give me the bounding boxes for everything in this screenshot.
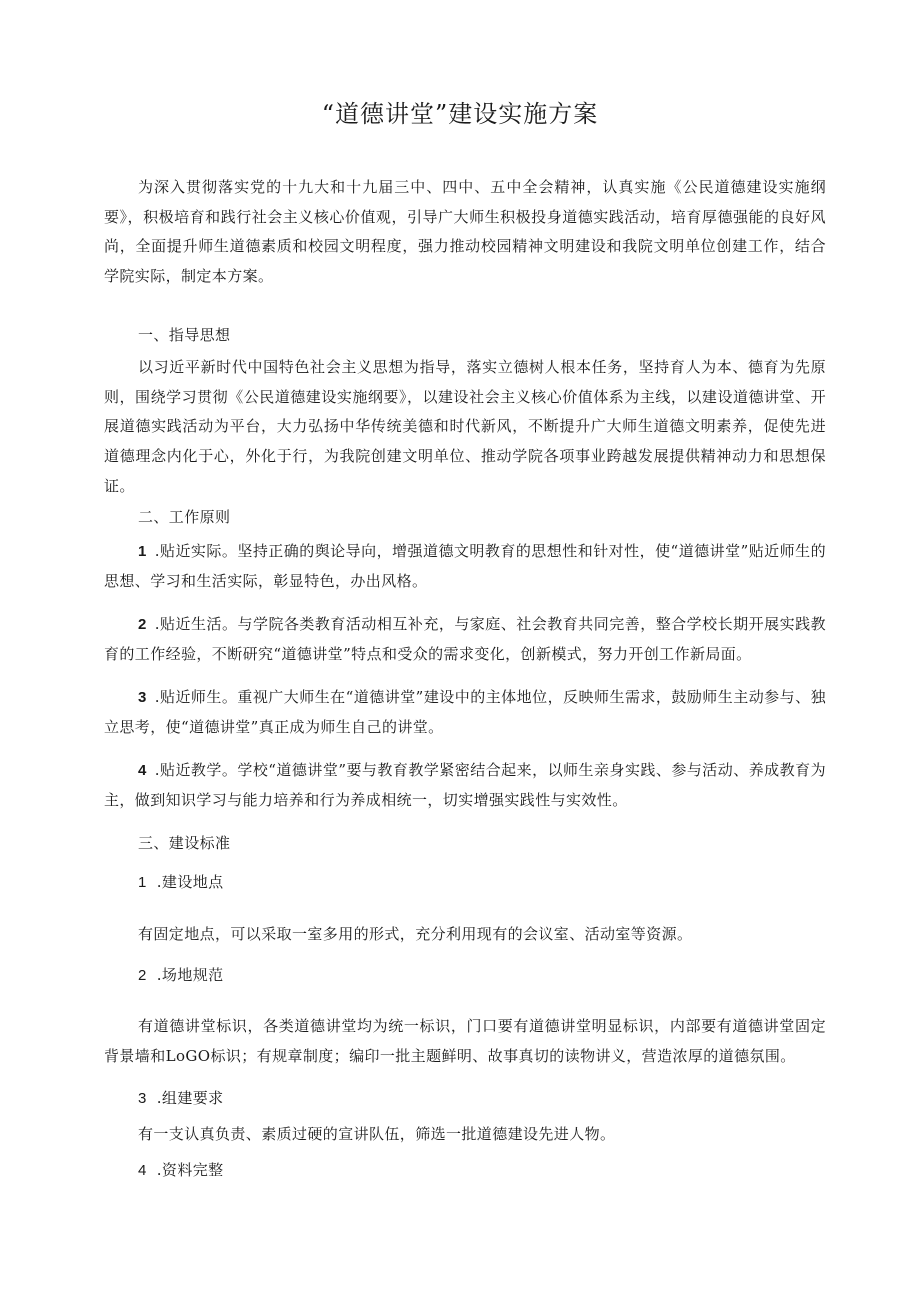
standard-item-number: 4	[138, 1162, 147, 1179]
standard-item-label	[138, 961, 224, 990]
standard-item-title: .组建要求	[156, 1089, 224, 1107]
guiding-ideology-paragraph: 以习近平新时代中国特色社会主义思想为指导，落实立德树人根本任务，坚持育人为本、德育为先原则，围绕学习贯彻《公民道德建设实施纲要》，以建设社会主义核心价值体系为主线，以建设道德讲堂、开展道德实践活动为平台，大力弘扬中华传统美德和时代新风，不断提升广大师生道德文明素养，促使先进道德理念内化于心，外化于行，为我院创建文明单位、推动学院各项事业跨越发展提供精神动力和思想保证。	[104, 358, 826, 495]
document-title: “道德讲堂”建设实施方案	[321, 100, 599, 128]
principle-item-text: .贴近师生。重视广大师生在“道德讲堂”建设中的主体地位，反映师生需求，鼓励师生主动参与、独立思考，使“道德讲堂”真正成为师生自己的讲堂。	[104, 688, 826, 736]
standard-item-number: 3	[138, 1090, 147, 1107]
principle-item-number: 4	[138, 762, 147, 779]
standard-item-number: 2	[138, 967, 147, 984]
standard-item-body: 有固定地点，可以采取一室多用的形式，充分利用现有的会议室、活动室等资源。	[138, 925, 693, 943]
principle-item-text: .贴近教学。学校“道德讲堂”要与教育教学紧密结合起来，以师生亲身实践、参与活动、养成教育为主，做到知识学习与能力培养和行为养成相统一，切实增强实践性与实效性。	[104, 761, 826, 809]
principle-item	[104, 537, 826, 596]
standard-item-body: 有道德讲堂标识，各类道德讲堂均为统一标识，门口要有道德讲堂明显标识，内部要有道德讲堂固定背景墙和LoGO标识；有规章制度；编印一批主题鲜明、故事真切的读物讲义，营造浓厚的道德氛围。	[104, 1017, 826, 1065]
section-heading-work-principles: 二、工作原则	[138, 508, 231, 526]
standard-item-title: .资料完整	[156, 1161, 224, 1179]
principle-item-number: 3	[138, 689, 147, 706]
principle-item	[104, 683, 826, 742]
standard-item-label	[138, 1084, 224, 1113]
intro-paragraph: 为深入贯彻落实党的十九大和十九届三中、四中、五中全会精神，认真实施《公民道德建设实施纲要》，积极培育和践行社会主义核心价值观，引导广大师生积极投身道德实践活动，培育厚德强能的良好风尚，全面提升师生道德素质和校园文明程度，强力推动校园精神文明建设和我院文明单位创建工作，结合学院实际，制定本方案。	[104, 178, 826, 286]
standard-item-number: 1	[138, 874, 147, 891]
principle-item-number: 2	[138, 616, 147, 633]
section-heading-guiding-ideology: 一、指导思想	[138, 326, 231, 344]
standard-item-title: .场地规范	[156, 966, 224, 984]
standard-item-body: 有一支认真负责、素质过硬的宣讲队伍，筛选一批道德建设先进人物。	[138, 1125, 616, 1143]
principle-item-text: .贴近生活。与学院各类教育活动相互补充，与家庭、社会教育共同完善，整合学校长期开展实践教育的工作经验，不断研究“道德讲堂”特点和受众的需求变化，创新模式，努力开创工作新局面。	[104, 615, 826, 663]
standard-item-label	[138, 1156, 224, 1185]
standard-item-title: .建设地点	[156, 873, 224, 891]
principle-item	[104, 756, 826, 815]
principle-item	[104, 610, 826, 669]
principle-item-number: 1	[138, 543, 147, 560]
principle-item-text: .贴近实际。坚持正确的舆论导向，增强道德文明教育的思想性和针对性，使“道德讲堂”贴近师生的思想、学习和生活实际，彰显特色，办出风格。	[104, 542, 826, 590]
section-heading-construction-standards: 三、建设标准	[138, 834, 231, 852]
standard-item-label	[138, 868, 224, 897]
